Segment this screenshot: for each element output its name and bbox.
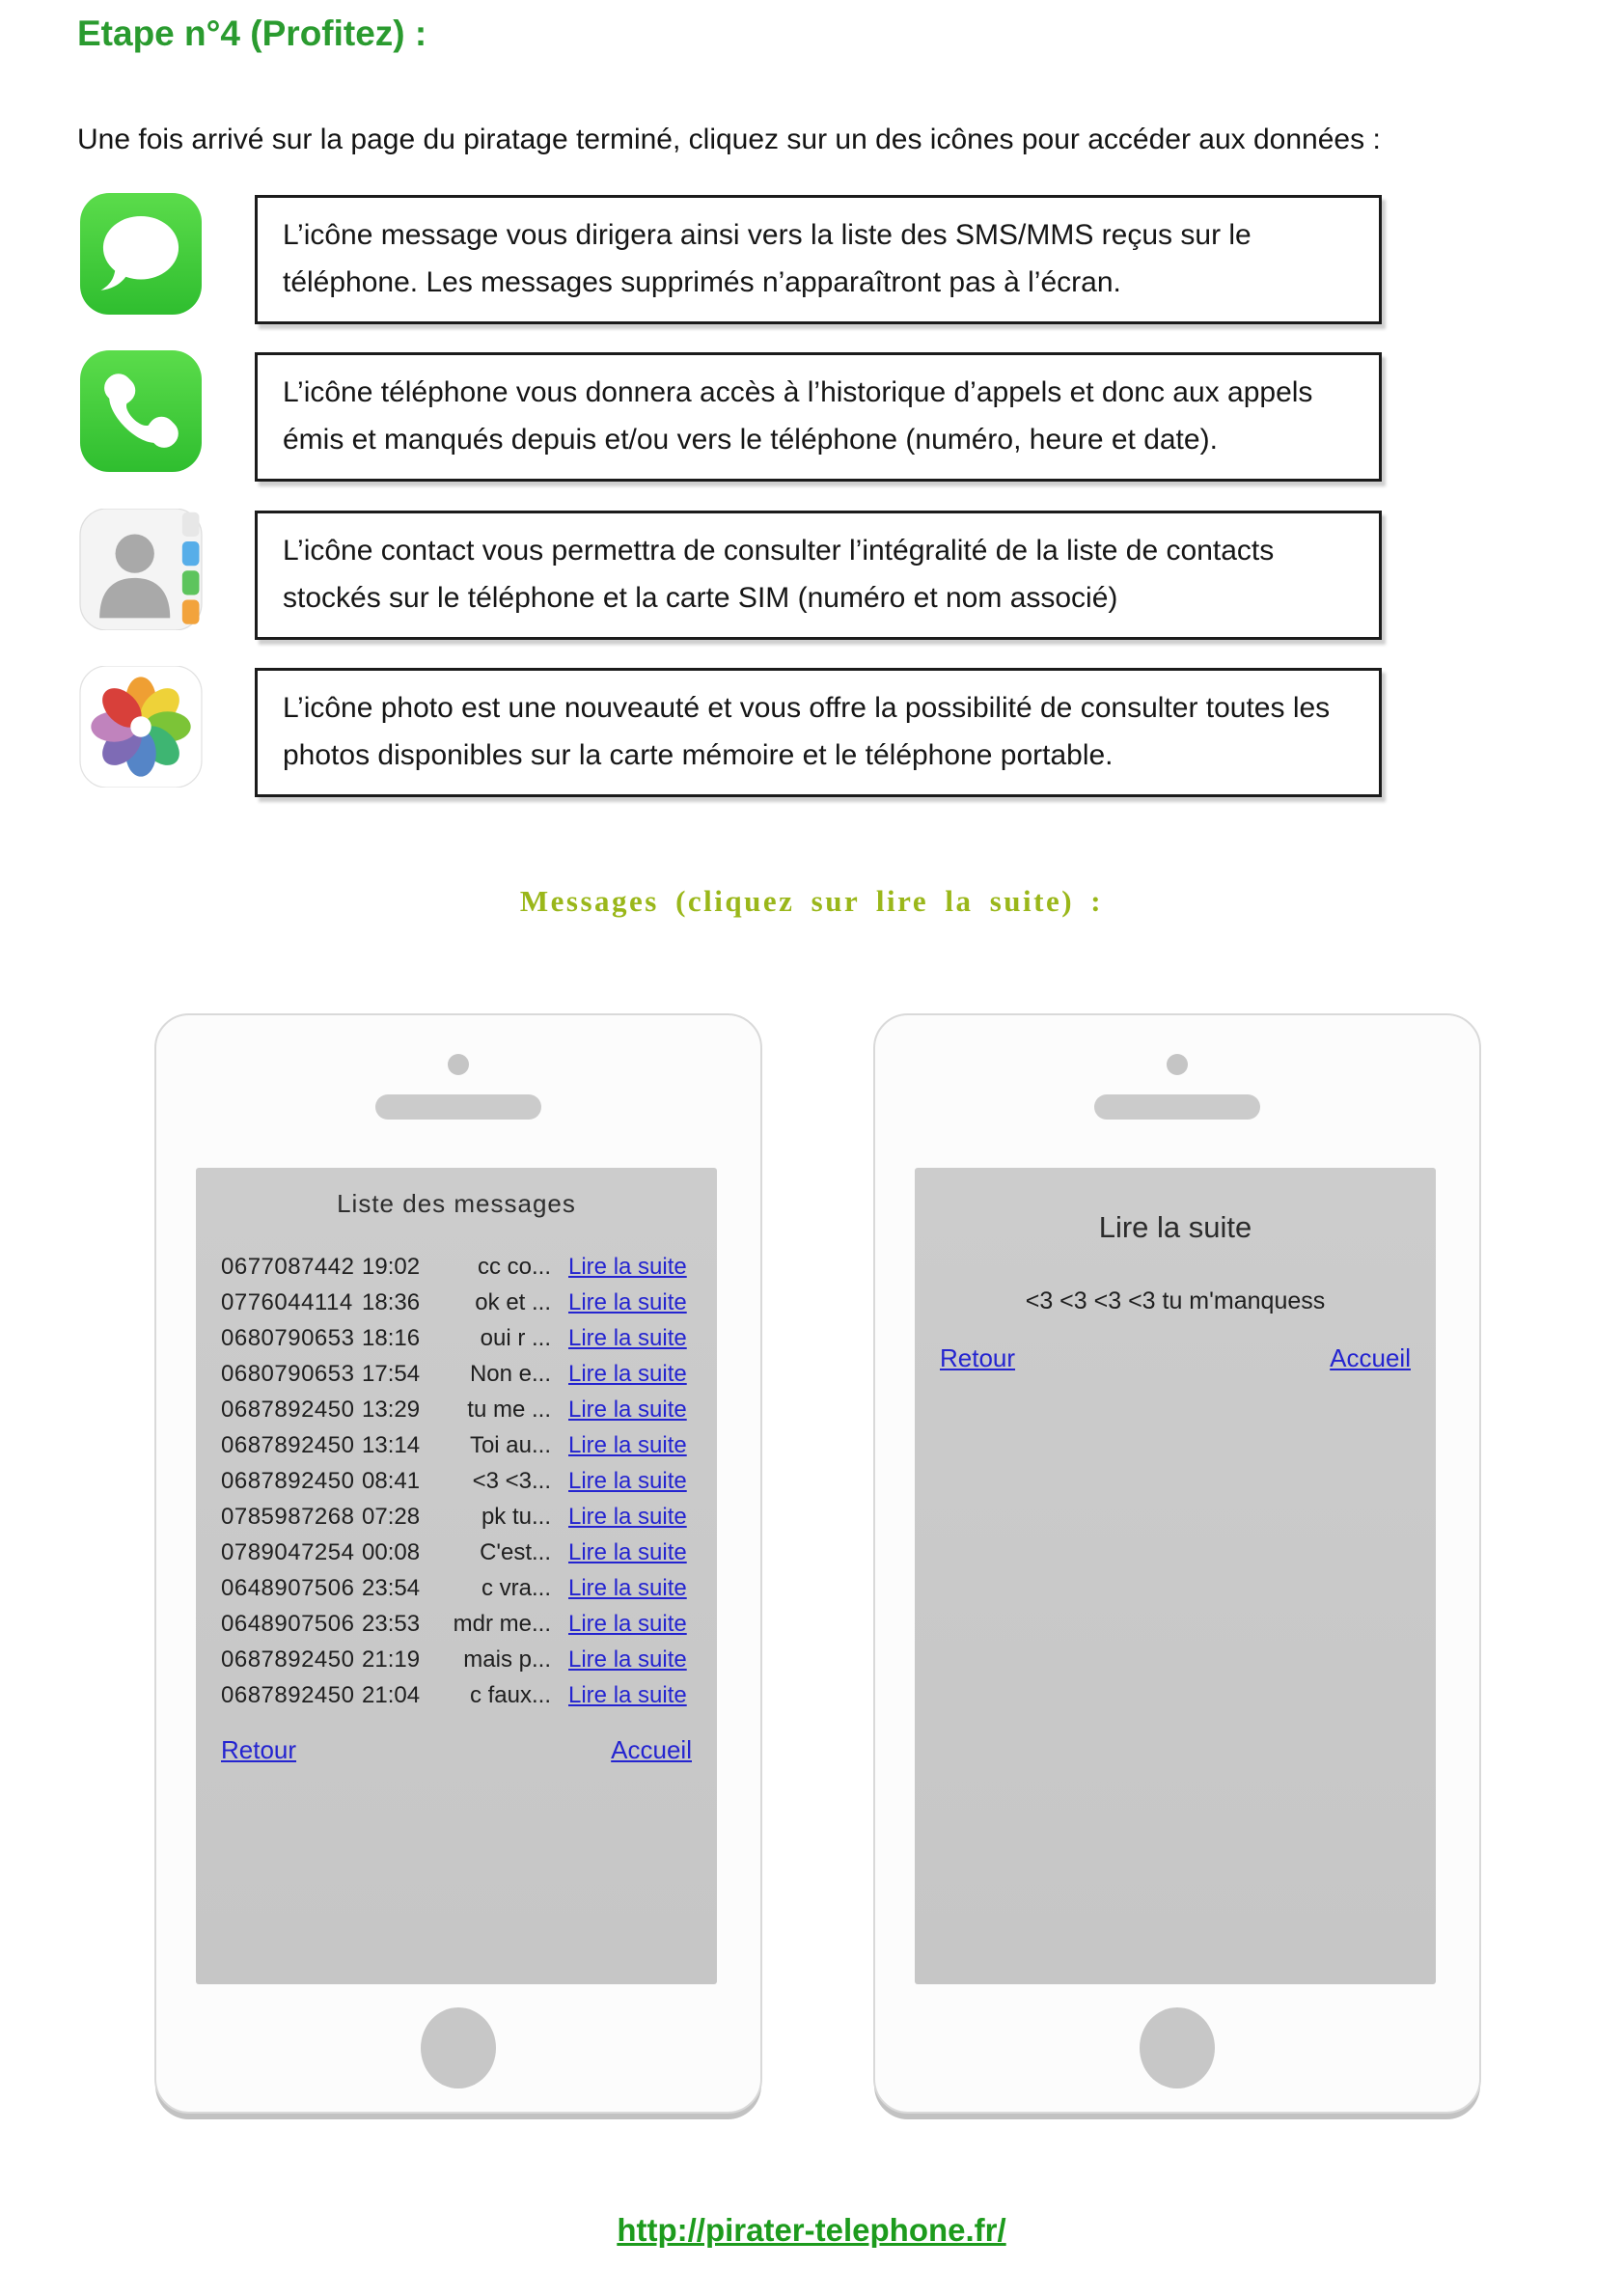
feature-text: L’icône message vous dirigera ainsi vers la liste des SMS/MMS reçus sur le téléphone. Les messages supprimés n’apparaîtront pas à l’écran.: [283, 219, 1252, 298]
message-time: 19:02: [362, 1253, 421, 1280]
message-time: 07:28: [362, 1503, 421, 1530]
message-row: [221, 1570, 709, 1606]
footer-link[interactable]: http://pirater-telephone.fr/: [617, 2212, 1006, 2248]
sender-number: 0687892450: [221, 1431, 355, 1458]
lire-la-suite-link[interactable]: Lire la suite: [568, 1396, 687, 1423]
feature-text: L’icône téléphone vous donnera accès à l’historique d’appels et donc aux appels émis et manqués depuis et/ou vers le téléphone (numéro, heure et date).: [283, 376, 1313, 456]
message-row: [221, 1606, 709, 1642]
lire-la-suite-link[interactable]: Lire la suite: [568, 1503, 687, 1530]
speaker-bar: [375, 1094, 541, 1120]
feature-text: L’icône photo est une nouveauté et vous offre la possibilité de consulter toutes les photos disponibles sur la carte mémoire et le téléphone portable.: [283, 692, 1331, 771]
message-preview: ok et ...: [475, 1288, 551, 1315]
messages-table: [221, 1249, 709, 1713]
message-time: 13:14: [362, 1431, 421, 1458]
lire-la-suite-link[interactable]: Lire la suite: [568, 1288, 687, 1315]
message-preview: C'est...: [480, 1538, 551, 1565]
message-row: [221, 1463, 709, 1499]
message-time: 21:04: [362, 1681, 421, 1708]
message-time: 23:53: [362, 1610, 421, 1637]
lire-la-suite-link[interactable]: Lire la suite: [568, 1610, 687, 1637]
message-row: [221, 1320, 709, 1356]
phone-mockup-read-message: [873, 1013, 1481, 2114]
message-row: [221, 1392, 709, 1427]
message-text: <3 <3 <3 <3 tu m'manquess: [1025, 1287, 1326, 1314]
sender-number: 0776044114: [221, 1288, 353, 1315]
message-preview: c vra...: [481, 1574, 551, 1601]
phone-icon[interactable]: [77, 350, 205, 472]
message-preview: c faux...: [469, 1681, 551, 1708]
lire-la-suite-link[interactable]: Lire la suite: [568, 1681, 687, 1708]
phone-mockup-messages-list: [154, 1013, 762, 2114]
sender-number: 0648907506: [221, 1610, 355, 1637]
sender-number: 0687892450: [221, 1646, 355, 1673]
lire-la-suite-link[interactable]: Lire la suite: [568, 1538, 687, 1565]
message-time: 13:29: [362, 1396, 421, 1423]
camera-dot: [448, 1054, 469, 1075]
lire-la-suite-link[interactable]: Lire la suite: [568, 1253, 687, 1280]
camera-dot: [1167, 1054, 1188, 1075]
message-time: 08:41: [362, 1467, 421, 1494]
home-button[interactable]: [421, 2007, 496, 2089]
message-row: [221, 1427, 709, 1463]
sender-number: 0680790653: [221, 1360, 355, 1387]
lire-la-suite-link[interactable]: Lire la suite: [568, 1431, 687, 1458]
speaker-bar: [1094, 1094, 1260, 1120]
sender-number: 0785987268: [221, 1503, 355, 1530]
sender-number: 0789047254: [221, 1538, 355, 1565]
message-time: 23:54: [362, 1574, 421, 1601]
page-title: Etape n°4 (Profitez) :: [77, 14, 427, 53]
accueil-link[interactable]: Accueil: [1330, 1343, 1411, 1372]
message-preview: <3 <3...: [472, 1467, 551, 1494]
retour-link[interactable]: Retour: [221, 1735, 297, 1764]
screen-title: Lire la suite: [1098, 1210, 1252, 1244]
section-heading: Messages (cliquez sur lire la suite) :: [519, 884, 1104, 918]
message-preview: mdr me...: [453, 1610, 551, 1637]
retour-link[interactable]: Retour: [940, 1343, 1016, 1372]
sender-number: 0687892450: [221, 1396, 355, 1423]
messages-icon[interactable]: [77, 193, 205, 315]
phone-screen: [915, 1168, 1436, 1984]
screen-nav-links: [940, 1343, 1411, 1373]
message-preview: mais p...: [463, 1646, 551, 1673]
message-preview: pk tu...: [481, 1503, 551, 1530]
lire-la-suite-link[interactable]: Lire la suite: [568, 1324, 687, 1351]
message-preview: tu me ...: [467, 1396, 551, 1423]
feature-box-messages: [255, 195, 1382, 324]
message-preview: cc co...: [477, 1253, 551, 1280]
feature-row-photos: [0, 666, 1623, 797]
feature-box-contacts: [255, 511, 1382, 640]
message-preview: oui r ...: [480, 1324, 551, 1351]
message-row: [221, 1285, 709, 1320]
accueil-link[interactable]: Accueil: [611, 1735, 692, 1764]
message-row: [221, 1356, 709, 1392]
photos-icon[interactable]: [77, 666, 205, 788]
lire-la-suite-link[interactable]: Lire la suite: [568, 1467, 687, 1494]
message-time: 18:36: [362, 1288, 421, 1315]
feature-row-messages: [0, 193, 1623, 324]
message-preview: Non e...: [469, 1360, 551, 1387]
message-row: [221, 1249, 709, 1285]
sender-number: 0687892450: [221, 1467, 355, 1494]
message-row: [221, 1677, 709, 1713]
message-preview: Toi au...: [469, 1431, 551, 1458]
feature-text: L’icône contact vous permettra de consulter l’intégralité de la liste de contacts stockés sur le téléphone et la carte SIM (numéro et nom associé): [283, 535, 1275, 614]
contacts-icon[interactable]: [77, 509, 205, 630]
phone-screen: [196, 1168, 717, 1984]
sender-number: 0648907506: [221, 1574, 355, 1601]
lire-la-suite-link[interactable]: Lire la suite: [568, 1646, 687, 1673]
message-time: 17:54: [362, 1360, 421, 1387]
sender-number: 0677087442: [221, 1253, 355, 1280]
message-time: 21:19: [362, 1646, 421, 1673]
home-button[interactable]: [1140, 2007, 1215, 2089]
feature-row-contacts: [0, 509, 1623, 640]
lire-la-suite-link[interactable]: Lire la suite: [568, 1574, 687, 1601]
message-row: [221, 1642, 709, 1677]
feature-box-photos: [255, 668, 1382, 797]
screen-title: Liste des messages: [337, 1189, 576, 1218]
screen-nav-links: [221, 1735, 692, 1765]
message-row: [221, 1499, 709, 1535]
message-time: 18:16: [362, 1324, 421, 1351]
lire-la-suite-link[interactable]: Lire la suite: [568, 1360, 687, 1387]
feature-row-phone: [0, 350, 1623, 482]
message-time: 00:08: [362, 1538, 421, 1565]
sender-number: 0687892450: [221, 1681, 355, 1708]
sender-number: 0680790653: [221, 1324, 355, 1351]
intro-text: Une fois arrivé sur la page du piratage terminé, cliquez sur un des icônes pour accéder aux données :: [77, 124, 1381, 155]
feature-box-phone: [255, 352, 1382, 482]
message-row: [221, 1535, 709, 1570]
